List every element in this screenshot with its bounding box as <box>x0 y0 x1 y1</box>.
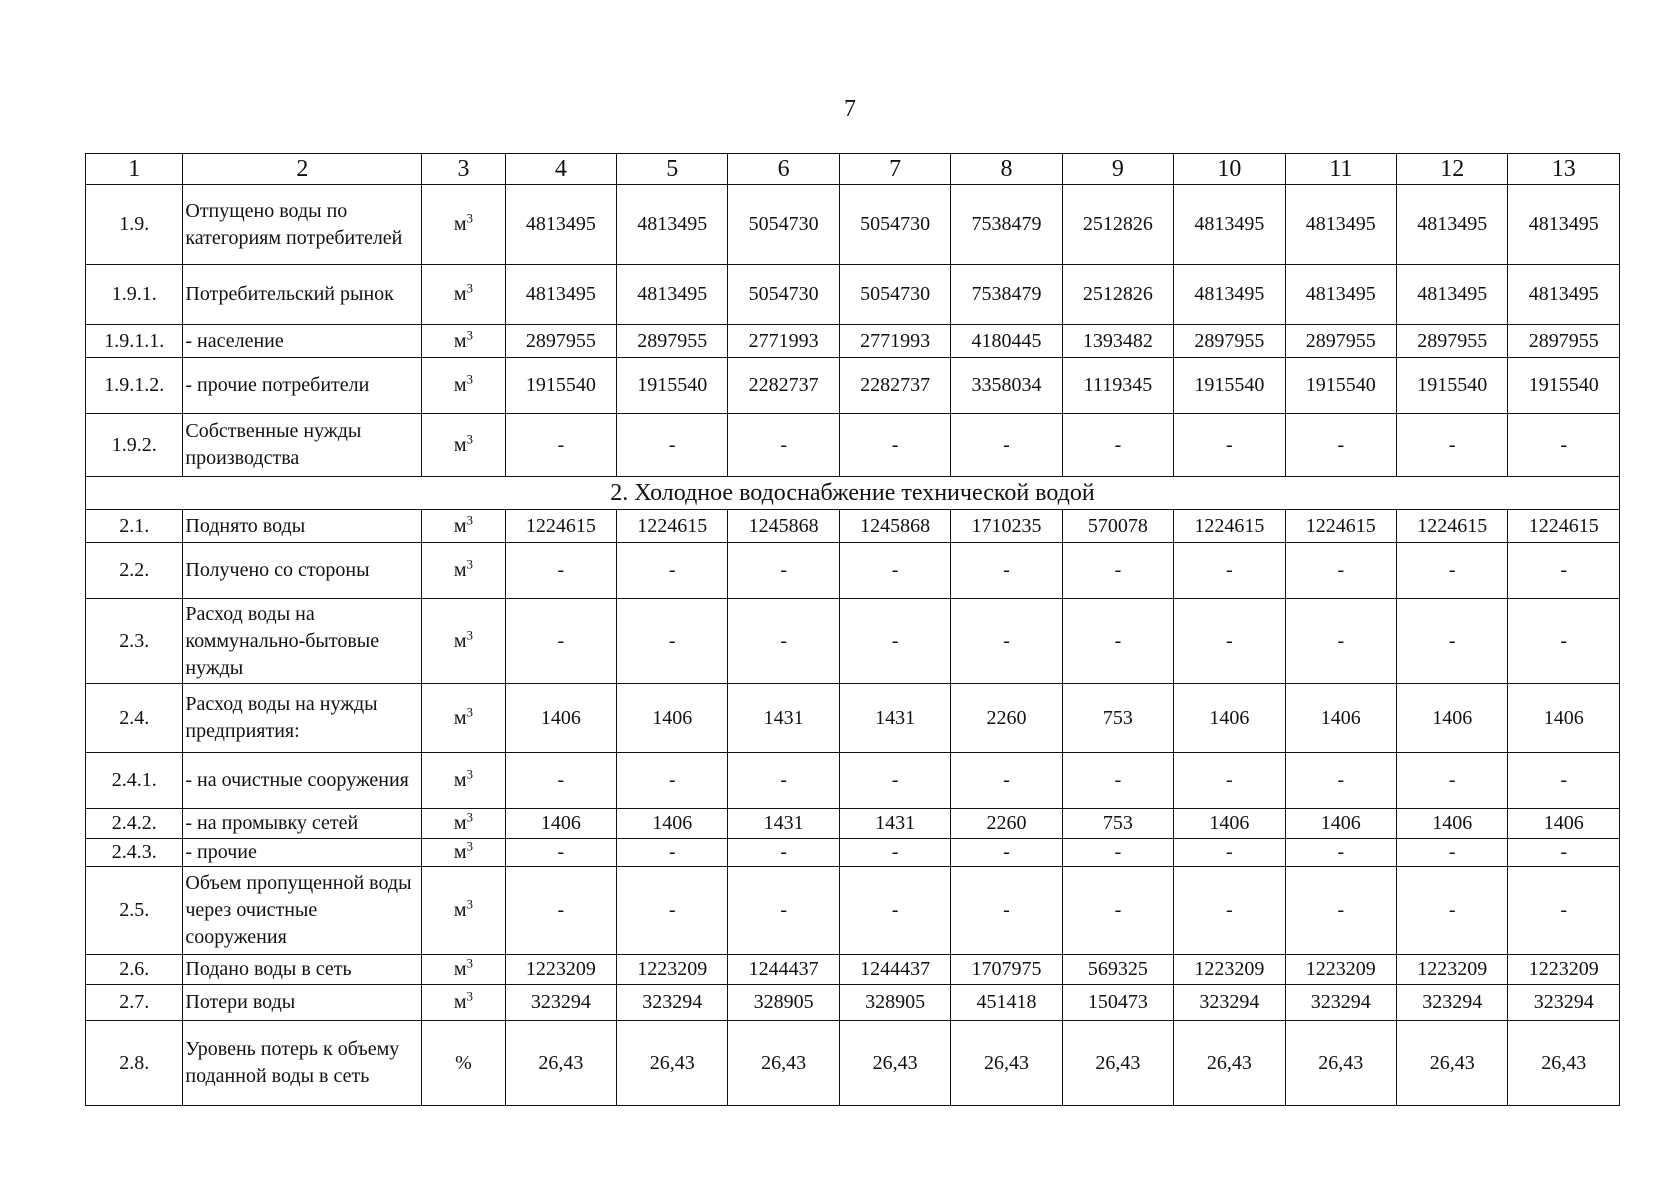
row-name: Отпущено воды по категориям потребителей <box>183 185 422 265</box>
table-row <box>86 955 1620 985</box>
value-cell: - <box>1062 543 1173 599</box>
value-cell: 4813495 <box>1508 265 1620 325</box>
value-cell: 1223209 <box>617 955 728 985</box>
value-cell: - <box>617 839 728 867</box>
value-cell: 1431 <box>728 809 839 839</box>
unit-exponent: 3 <box>466 280 474 296</box>
value-cell: 26,43 <box>505 1021 616 1106</box>
row-name: Подано воды в сеть <box>183 955 422 985</box>
table-row <box>86 543 1620 599</box>
value-cell: 1915540 <box>617 358 728 414</box>
value-cell: 2260 <box>951 809 1062 839</box>
table-row <box>86 753 1620 809</box>
row-unit <box>422 414 505 477</box>
value-cell: 1224615 <box>1285 510 1396 543</box>
unit-base: м <box>453 812 467 834</box>
unit-base: м <box>453 329 467 352</box>
value-cell: 451418 <box>951 985 1062 1021</box>
value-cell: 1406 <box>1285 809 1396 839</box>
unit-base: м <box>453 514 467 537</box>
value-cell: - <box>1396 543 1507 599</box>
header-cell: 6 <box>728 154 839 185</box>
unit-base: м <box>453 769 467 791</box>
value-cell: - <box>1062 839 1173 867</box>
value-cell: - <box>839 839 950 867</box>
row-unit <box>422 985 505 1021</box>
row-unit <box>422 809 505 839</box>
row-unit <box>422 510 505 543</box>
unit-base: м <box>453 213 467 235</box>
value-cell: 2282737 <box>839 358 950 414</box>
value-cell: 1244437 <box>839 955 950 985</box>
table-row <box>86 510 1620 543</box>
value-cell: 1406 <box>1174 809 1285 839</box>
row-number: 1.9.2. <box>86 414 183 477</box>
value-cell: 1915540 <box>1285 358 1396 414</box>
value-cell: - <box>1508 867 1620 955</box>
value-cell: - <box>1508 839 1620 867</box>
unit-exponent: 3 <box>466 896 474 912</box>
unit-exponent: 3 <box>466 766 474 782</box>
row-unit <box>422 325 505 358</box>
value-cell: - <box>1396 867 1507 955</box>
value-cell: 5054730 <box>839 185 950 265</box>
value-cell: 26,43 <box>1396 1021 1507 1106</box>
header-row <box>86 154 1620 185</box>
value-cell: 569325 <box>1062 955 1173 985</box>
header-cell: 12 <box>1396 154 1507 185</box>
value-cell: - <box>617 599 728 684</box>
value-cell: 4813495 <box>617 185 728 265</box>
value-cell: 2897955 <box>1285 325 1396 358</box>
header-cell: 2 <box>183 154 422 185</box>
row-number: 2.6. <box>86 955 183 985</box>
value-cell: 323294 <box>617 985 728 1021</box>
value-cell: - <box>617 753 728 809</box>
value-cell: - <box>839 414 950 477</box>
value-cell: - <box>728 867 839 955</box>
row-number: 1.9.1. <box>86 265 183 325</box>
value-cell: - <box>951 867 1062 955</box>
table-row <box>86 185 1620 265</box>
header-cell: 8 <box>951 154 1062 185</box>
value-cell: - <box>1062 414 1173 477</box>
row-name: Потребительский рынок <box>183 265 422 325</box>
value-cell: - <box>505 414 616 477</box>
value-cell: 1406 <box>1508 809 1620 839</box>
value-cell: 1406 <box>1508 684 1620 753</box>
value-cell: 5054730 <box>728 185 839 265</box>
value-cell: 26,43 <box>1508 1021 1620 1106</box>
value-cell: 1431 <box>728 684 839 753</box>
row-name: Потери воды <box>183 985 422 1021</box>
header-cell: 9 <box>1062 154 1173 185</box>
value-cell: 26,43 <box>1174 1021 1285 1106</box>
value-cell: 4813495 <box>1396 265 1507 325</box>
value-cell: - <box>505 753 616 809</box>
value-cell: 2512826 <box>1062 265 1173 325</box>
value-cell: - <box>1174 839 1285 867</box>
value-cell: - <box>1285 753 1396 809</box>
value-cell: 323294 <box>1174 985 1285 1021</box>
value-cell: - <box>1508 599 1620 684</box>
header-cell: 5 <box>617 154 728 185</box>
value-cell: - <box>1174 543 1285 599</box>
value-cell: - <box>1508 543 1620 599</box>
row-name: - прочие потребители <box>183 358 422 414</box>
data-table <box>85 153 1620 1106</box>
unit-exponent: 3 <box>466 703 474 719</box>
value-cell: 5054730 <box>839 265 950 325</box>
row-number: 2.3. <box>86 599 183 684</box>
table-row <box>86 358 1620 414</box>
value-cell: 1223209 <box>1508 955 1620 985</box>
value-cell: 4813495 <box>1285 265 1396 325</box>
unit-exponent: 3 <box>466 511 474 527</box>
unit-base: м <box>453 559 467 581</box>
value-cell: 328905 <box>839 985 950 1021</box>
row-number: 2.8. <box>86 1021 183 1106</box>
value-cell: 2897955 <box>505 325 616 358</box>
row-name: Уровень потерь к объему поданной воды в сеть <box>183 1021 422 1106</box>
value-cell: 2260 <box>951 684 1062 753</box>
row-name: Поднято воды <box>183 510 422 543</box>
value-cell: - <box>505 543 616 599</box>
value-cell: 4813495 <box>1508 185 1620 265</box>
value-cell: - <box>1062 599 1173 684</box>
value-cell: 26,43 <box>728 1021 839 1106</box>
value-cell: 1406 <box>1396 684 1507 753</box>
value-cell: 2897955 <box>1508 325 1620 358</box>
value-cell: 570078 <box>1062 510 1173 543</box>
value-cell: 2771993 <box>839 325 950 358</box>
value-cell: - <box>617 867 728 955</box>
value-cell: 1915540 <box>1174 358 1285 414</box>
value-cell: - <box>617 543 728 599</box>
row-number: 2.7. <box>86 985 183 1021</box>
value-cell: 328905 <box>728 985 839 1021</box>
value-cell: 4813495 <box>505 185 616 265</box>
value-cell: 2897955 <box>1174 325 1285 358</box>
value-cell: - <box>617 414 728 477</box>
value-cell: 1224615 <box>1174 510 1285 543</box>
value-cell: - <box>1396 753 1507 809</box>
value-cell: 1223209 <box>1396 955 1507 985</box>
header-cell: 3 <box>422 154 505 185</box>
value-cell: 2512826 <box>1062 185 1173 265</box>
row-unit <box>422 185 505 265</box>
value-cell: - <box>951 753 1062 809</box>
row-number: 2.2. <box>86 543 183 599</box>
value-cell: 2771993 <box>728 325 839 358</box>
value-cell: - <box>1508 414 1620 477</box>
row-number: 2.1. <box>86 510 183 543</box>
value-cell: 26,43 <box>1062 1021 1173 1106</box>
unit-exponent: 3 <box>466 626 474 642</box>
unit-exponent: 3 <box>466 210 474 226</box>
value-cell: - <box>1285 599 1396 684</box>
value-cell: 4813495 <box>1285 185 1396 265</box>
table-row <box>86 839 1620 867</box>
unit-base: м <box>453 899 467 921</box>
header-cell: 13 <box>1508 154 1620 185</box>
value-cell: 1915540 <box>1508 358 1620 414</box>
value-cell: 1406 <box>505 809 616 839</box>
value-cell: - <box>1508 753 1620 809</box>
row-number: 1.9. <box>86 185 183 265</box>
unit-exponent: 3 <box>466 955 474 971</box>
value-cell: 1406 <box>617 809 728 839</box>
unit-base: м <box>453 433 467 456</box>
value-cell: - <box>839 543 950 599</box>
value-cell: - <box>1174 867 1285 955</box>
row-number: 2.4.2. <box>86 809 183 839</box>
row-unit <box>422 753 505 809</box>
value-cell: 1710235 <box>951 510 1062 543</box>
page-number: 7 <box>844 96 856 122</box>
value-cell: 4813495 <box>505 265 616 325</box>
table-row <box>86 985 1620 1021</box>
row-unit <box>422 867 505 955</box>
row-name: - прочие <box>183 839 422 867</box>
row-name: - на очистные сооружения <box>183 753 422 809</box>
unit-base: м <box>453 958 467 980</box>
value-cell: 26,43 <box>951 1021 1062 1106</box>
value-cell: 4813495 <box>1396 185 1507 265</box>
table-row <box>86 599 1620 684</box>
header-cell: 4 <box>505 154 616 185</box>
table-row <box>86 1021 1620 1106</box>
value-cell: 1406 <box>1285 684 1396 753</box>
value-cell: - <box>951 543 1062 599</box>
unit-base: м <box>453 629 467 652</box>
value-cell: 323294 <box>1396 985 1507 1021</box>
header-cell: 1 <box>86 154 183 185</box>
unit-base: м <box>453 991 467 1013</box>
value-cell: 753 <box>1062 684 1173 753</box>
value-cell: 1431 <box>839 684 950 753</box>
table-row <box>86 414 1620 477</box>
unit-exponent: 3 <box>466 809 474 825</box>
unit-base: м <box>453 374 467 396</box>
value-cell: - <box>1285 867 1396 955</box>
value-cell: 2282737 <box>728 358 839 414</box>
unit-exponent: 3 <box>466 556 474 572</box>
value-cell: - <box>728 753 839 809</box>
value-cell: 1707975 <box>951 955 1062 985</box>
table-row <box>86 809 1620 839</box>
row-unit <box>422 599 505 684</box>
value-cell: 5054730 <box>728 265 839 325</box>
value-cell: 1406 <box>1174 684 1285 753</box>
unit-base: м <box>453 706 467 729</box>
value-cell: 4813495 <box>617 265 728 325</box>
value-cell: 1223209 <box>1285 955 1396 985</box>
value-cell: 4180445 <box>951 325 1062 358</box>
table-row <box>86 867 1620 955</box>
value-cell: - <box>728 543 839 599</box>
value-cell: - <box>1396 839 1507 867</box>
table-row <box>86 265 1620 325</box>
table-row <box>86 325 1620 358</box>
value-cell: - <box>728 599 839 684</box>
value-cell: - <box>1285 839 1396 867</box>
value-cell: - <box>839 599 950 684</box>
unit-exponent: 3 <box>466 838 474 854</box>
value-cell: 1431 <box>839 809 950 839</box>
row-number: 1.9.1.1. <box>86 325 183 358</box>
value-cell: - <box>951 599 1062 684</box>
value-cell: 26,43 <box>839 1021 950 1106</box>
row-name: Расход воды на коммунально-бытовые нужды <box>183 599 422 684</box>
row-unit <box>422 358 505 414</box>
value-cell: 1245868 <box>728 510 839 543</box>
value-cell: - <box>839 753 950 809</box>
value-cell: 26,43 <box>617 1021 728 1106</box>
value-cell: 1223209 <box>505 955 616 985</box>
unit-base: % <box>455 1051 472 1074</box>
unit-exponent: 3 <box>466 326 474 342</box>
value-cell: - <box>1396 414 1507 477</box>
row-unit <box>422 955 505 985</box>
value-cell: - <box>505 599 616 684</box>
value-cell: - <box>505 839 616 867</box>
section-row <box>86 477 1620 510</box>
value-cell: - <box>728 414 839 477</box>
row-name: Получено со стороны <box>183 543 422 599</box>
value-cell: 2897955 <box>1396 325 1507 358</box>
value-cell: 323294 <box>1285 985 1396 1021</box>
row-name: Расход воды на нужды предприятия: <box>183 684 422 753</box>
row-number: 1.9.1.2. <box>86 358 183 414</box>
value-cell: - <box>1062 867 1173 955</box>
row-number: 2.4. <box>86 684 183 753</box>
value-cell: 1224615 <box>1508 510 1620 543</box>
unit-base: м <box>453 841 467 863</box>
row-number: 2.4.1. <box>86 753 183 809</box>
header-cell: 7 <box>839 154 950 185</box>
value-cell: 3358034 <box>951 358 1062 414</box>
value-cell: - <box>1285 414 1396 477</box>
value-cell: - <box>1174 414 1285 477</box>
value-cell: - <box>839 867 950 955</box>
value-cell: - <box>1062 753 1173 809</box>
row-number: 2.4.3. <box>86 839 183 867</box>
row-name: Объем пропущенной воды через очистные сооружения <box>183 867 422 955</box>
value-cell: 323294 <box>505 985 616 1021</box>
value-cell: - <box>505 867 616 955</box>
row-unit <box>422 265 505 325</box>
unit-exponent: 3 <box>466 430 474 446</box>
value-cell: 323294 <box>1508 985 1620 1021</box>
row-unit <box>422 543 505 599</box>
value-cell: - <box>951 839 1062 867</box>
value-cell: 1224615 <box>505 510 616 543</box>
row-unit <box>422 1021 505 1106</box>
value-cell: 150473 <box>1062 985 1173 1021</box>
value-cell: 1915540 <box>505 358 616 414</box>
value-cell: 1406 <box>1396 809 1507 839</box>
value-cell: - <box>1174 599 1285 684</box>
row-unit <box>422 684 505 753</box>
unit-exponent: 3 <box>466 988 474 1004</box>
value-cell: 1224615 <box>1396 510 1507 543</box>
section-title: 2. Холодное водоснабжение технической водой <box>86 477 1620 510</box>
unit-base: м <box>453 283 467 305</box>
row-number: 2.5. <box>86 867 183 955</box>
value-cell: - <box>728 839 839 867</box>
row-name: Собственные нужды производства <box>183 414 422 477</box>
row-unit <box>422 839 505 867</box>
value-cell: 1406 <box>505 684 616 753</box>
header-cell: 11 <box>1285 154 1396 185</box>
unit-exponent: 3 <box>466 371 474 387</box>
value-cell: 7538479 <box>951 185 1062 265</box>
value-cell: 1245868 <box>839 510 950 543</box>
value-cell: - <box>951 414 1062 477</box>
value-cell: 4813495 <box>1174 185 1285 265</box>
value-cell: - <box>1285 543 1396 599</box>
value-cell: - <box>1396 599 1507 684</box>
value-cell: 26,43 <box>1285 1021 1396 1106</box>
value-cell: - <box>1174 753 1285 809</box>
row-name: - население <box>183 325 422 358</box>
row-name: - на промывку сетей <box>183 809 422 839</box>
value-cell: 1244437 <box>728 955 839 985</box>
value-cell: 7538479 <box>951 265 1062 325</box>
value-cell: 1223209 <box>1174 955 1285 985</box>
value-cell: 2897955 <box>617 325 728 358</box>
value-cell: 753 <box>1062 809 1173 839</box>
header-cell: 10 <box>1174 154 1285 185</box>
value-cell: 1915540 <box>1396 358 1507 414</box>
value-cell: 1406 <box>617 684 728 753</box>
table-row <box>86 684 1620 753</box>
value-cell: 1393482 <box>1062 325 1173 358</box>
value-cell: 4813495 <box>1174 265 1285 325</box>
value-cell: 1119345 <box>1062 358 1173 414</box>
value-cell: 1224615 <box>617 510 728 543</box>
